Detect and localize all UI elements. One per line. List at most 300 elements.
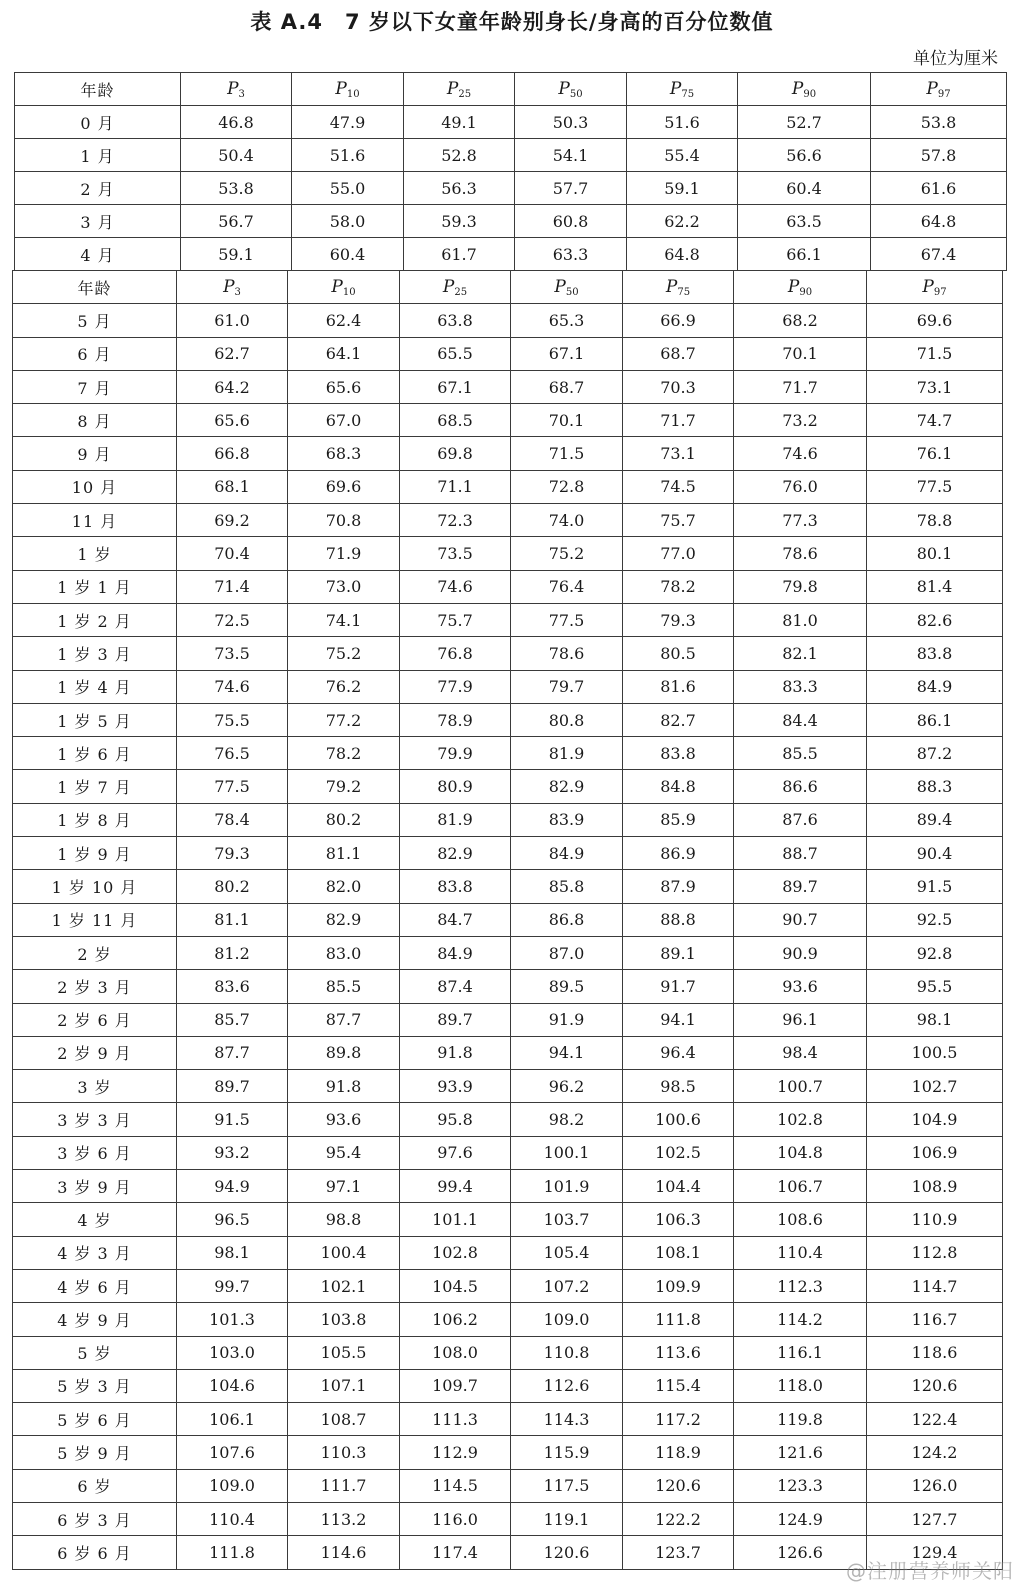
- value-cell: 74.6: [177, 670, 288, 703]
- value-cell: 112.9: [400, 1436, 511, 1469]
- age-cell: 1 岁 9 月: [13, 837, 177, 870]
- value-cell: 78.6: [734, 537, 867, 570]
- header-percentile: [292, 73, 404, 106]
- value-cell: 81.2: [177, 936, 288, 969]
- value-cell: 91.9: [511, 1003, 623, 1036]
- value-cell: 102.5: [623, 1136, 734, 1169]
- value-cell: 74.0: [511, 504, 623, 537]
- value-cell: 129.4: [867, 1536, 1003, 1569]
- value-cell: 59.3: [404, 205, 515, 238]
- value-cell: 103.8: [288, 1303, 400, 1336]
- value-cell: 111.8: [177, 1536, 288, 1569]
- table-row: [13, 1036, 1003, 1069]
- value-cell: 97.1: [288, 1170, 400, 1203]
- table-row: [13, 1203, 1003, 1236]
- age-cell: 1 月: [15, 139, 181, 172]
- value-cell: 103.0: [177, 1336, 288, 1369]
- value-cell: 90.7: [734, 903, 867, 936]
- value-cell: 49.1: [404, 106, 515, 139]
- value-cell: 75.2: [288, 637, 400, 670]
- value-cell: 104.8: [734, 1136, 867, 1169]
- value-cell: 63.5: [738, 205, 871, 238]
- table-row: [15, 238, 1007, 271]
- age-cell: 3 月: [15, 205, 181, 238]
- value-cell: 101.1: [400, 1203, 511, 1236]
- value-cell: 81.6: [623, 670, 734, 703]
- value-cell: 85.8: [511, 870, 623, 903]
- table-row: [13, 803, 1003, 836]
- value-cell: 89.1: [623, 936, 734, 969]
- value-cell: 84.4: [734, 703, 867, 736]
- value-cell: 71.7: [734, 370, 867, 403]
- value-cell: 83.8: [623, 737, 734, 770]
- value-cell: 110.3: [288, 1436, 400, 1469]
- value-cell: 86.1: [867, 703, 1003, 736]
- table-row: [13, 637, 1003, 670]
- value-cell: 65.6: [177, 404, 288, 437]
- percentile-letter: P: [791, 78, 804, 99]
- table-row: [13, 1469, 1003, 1502]
- value-cell: 69.2: [177, 504, 288, 537]
- age-cell: 1 岁 10 月: [13, 870, 177, 903]
- value-cell: 71.1: [400, 470, 511, 503]
- value-cell: 112.6: [511, 1369, 623, 1402]
- value-cell: 63.8: [400, 304, 511, 337]
- age-cell: 1 岁 6 月: [13, 737, 177, 770]
- table-row: [13, 1236, 1003, 1269]
- header-percentile: [400, 271, 511, 304]
- value-cell: 122.2: [623, 1502, 734, 1535]
- table-row: [13, 1403, 1003, 1436]
- value-cell: 109.0: [511, 1303, 623, 1336]
- value-cell: 100.7: [734, 1070, 867, 1103]
- value-cell: 111.8: [623, 1303, 734, 1336]
- value-cell: 87.6: [734, 803, 867, 836]
- percentile-subscript: 25: [458, 88, 472, 100]
- value-cell: 87.9: [623, 870, 734, 903]
- header-percentile: [515, 73, 627, 106]
- value-cell: 109.9: [623, 1269, 734, 1302]
- value-cell: 79.7: [511, 670, 623, 703]
- value-cell: 116.7: [867, 1303, 1003, 1336]
- value-cell: 117.4: [400, 1536, 511, 1569]
- value-cell: 85.7: [177, 1003, 288, 1036]
- value-cell: 100.5: [867, 1036, 1003, 1069]
- value-cell: 57.8: [871, 139, 1007, 172]
- value-cell: 104.9: [867, 1103, 1003, 1136]
- value-cell: 67.1: [511, 337, 623, 370]
- value-cell: 127.7: [867, 1502, 1003, 1535]
- value-cell: 81.4: [867, 570, 1003, 603]
- value-cell: 79.3: [177, 837, 288, 870]
- age-cell: 2 岁: [13, 936, 177, 969]
- value-cell: 113.6: [623, 1336, 734, 1369]
- value-cell: 104.5: [400, 1269, 511, 1302]
- value-cell: 83.0: [288, 936, 400, 969]
- table-row: [13, 1070, 1003, 1103]
- value-cell: 77.3: [734, 504, 867, 537]
- value-cell: 83.8: [867, 637, 1003, 670]
- table-body: [13, 304, 1003, 1569]
- value-cell: 76.0: [734, 470, 867, 503]
- header-age: 年龄: [13, 271, 177, 304]
- percentile-subscript: 50: [565, 286, 579, 298]
- percentile-subscript: 97: [933, 286, 947, 298]
- value-cell: 88.7: [734, 837, 867, 870]
- value-cell: 70.4: [177, 537, 288, 570]
- value-cell: 82.6: [867, 603, 1003, 636]
- value-cell: 105.5: [288, 1336, 400, 1369]
- table-row: [13, 1336, 1003, 1369]
- value-cell: 84.9: [867, 670, 1003, 703]
- percentile-subscript: 75: [677, 286, 691, 298]
- value-cell: 84.9: [511, 837, 623, 870]
- percentile-letter: P: [926, 78, 938, 99]
- value-cell: 89.7: [177, 1070, 288, 1103]
- value-cell: 79.2: [288, 770, 400, 803]
- value-cell: 78.9: [400, 703, 511, 736]
- value-cell: 77.2: [288, 703, 400, 736]
- age-cell: 1 岁 4 月: [13, 670, 177, 703]
- percentile-subscript: 10: [342, 286, 356, 298]
- value-cell: 96.5: [177, 1203, 288, 1236]
- value-cell: 87.7: [288, 1003, 400, 1036]
- value-cell: 100.6: [623, 1103, 734, 1136]
- value-cell: 71.5: [511, 437, 623, 470]
- value-cell: 59.1: [181, 238, 292, 271]
- percentile-letter: P: [558, 78, 570, 99]
- value-cell: 80.2: [288, 803, 400, 836]
- value-cell: 78.2: [288, 737, 400, 770]
- table-row: [13, 470, 1003, 503]
- value-cell: 84.9: [400, 936, 511, 969]
- value-cell: 83.8: [400, 870, 511, 903]
- page-title: 表 A.4 7 岁以下女童年龄别身长/身高的百分位数值: [250, 10, 774, 34]
- table-row: [13, 970, 1003, 1003]
- value-cell: 71.7: [623, 404, 734, 437]
- value-cell: 70.1: [511, 404, 623, 437]
- age-cell: 1 岁 5 月: [13, 703, 177, 736]
- value-cell: 61.7: [404, 238, 515, 271]
- value-cell: 59.1: [627, 172, 738, 205]
- value-cell: 89.7: [400, 1003, 511, 1036]
- value-cell: 91.5: [177, 1103, 288, 1136]
- watermark: @注册营养师关阳: [846, 1559, 1014, 1583]
- value-cell: 95.8: [400, 1103, 511, 1136]
- value-cell: 66.1: [738, 238, 871, 271]
- value-cell: 114.7: [867, 1269, 1003, 1302]
- value-cell: 93.6: [734, 970, 867, 1003]
- value-cell: 109.0: [177, 1469, 288, 1502]
- value-cell: 106.2: [400, 1303, 511, 1336]
- value-cell: 60.4: [738, 172, 871, 205]
- value-cell: 107.1: [288, 1369, 400, 1402]
- age-cell: 1 岁 11 月: [13, 903, 177, 936]
- age-cell: 7 月: [13, 370, 177, 403]
- value-cell: 73.0: [288, 570, 400, 603]
- value-cell: 102.7: [867, 1070, 1003, 1103]
- header-percentile: [623, 271, 734, 304]
- value-cell: 102.8: [734, 1103, 867, 1136]
- age-cell: 3 岁 6 月: [13, 1136, 177, 1169]
- value-cell: 83.3: [734, 670, 867, 703]
- value-cell: 106.9: [867, 1136, 1003, 1169]
- value-cell: 77.5: [867, 470, 1003, 503]
- header-percentile: [627, 73, 738, 106]
- value-cell: 108.6: [734, 1203, 867, 1236]
- value-cell: 78.4: [177, 803, 288, 836]
- value-cell: 77.9: [400, 670, 511, 703]
- value-cell: 86.8: [511, 903, 623, 936]
- age-cell: 4 月: [15, 238, 181, 271]
- value-cell: 68.1: [177, 470, 288, 503]
- age-cell: 4 岁: [13, 1203, 177, 1236]
- value-cell: 110.8: [511, 1336, 623, 1369]
- value-cell: 114.2: [734, 1303, 867, 1336]
- table-row: [13, 537, 1003, 570]
- header-row: [13, 271, 1003, 304]
- table-header: [13, 271, 1003, 304]
- value-cell: 55.0: [292, 172, 404, 205]
- value-cell: 53.8: [871, 106, 1007, 139]
- header-row: [15, 73, 1007, 106]
- value-cell: 108.7: [288, 1403, 400, 1436]
- value-cell: 111.7: [288, 1469, 400, 1502]
- age-cell: 1 岁 2 月: [13, 603, 177, 636]
- value-cell: 51.6: [292, 139, 404, 172]
- table-row: [13, 903, 1003, 936]
- table-row: [13, 703, 1003, 736]
- value-cell: 73.2: [734, 404, 867, 437]
- table-row: [13, 1003, 1003, 1036]
- value-cell: 80.1: [867, 537, 1003, 570]
- table-row: [13, 304, 1003, 337]
- value-cell: 126.0: [867, 1469, 1003, 1502]
- table-row: [13, 770, 1003, 803]
- percentile-subscript: 75: [681, 88, 695, 100]
- value-cell: 96.1: [734, 1003, 867, 1036]
- age-cell: 5 岁 9 月: [13, 1436, 177, 1469]
- value-cell: 61.0: [177, 304, 288, 337]
- age-cell: 2 岁 9 月: [13, 1036, 177, 1069]
- age-cell: 10 月: [13, 470, 177, 503]
- percentile-letter: P: [554, 276, 566, 297]
- value-cell: 62.7: [177, 337, 288, 370]
- value-cell: 94.1: [511, 1036, 623, 1069]
- table-row: [13, 737, 1003, 770]
- table-row: [13, 1303, 1003, 1336]
- age-cell: 0 月: [15, 106, 181, 139]
- value-cell: 67.1: [400, 370, 511, 403]
- value-cell: 82.9: [288, 903, 400, 936]
- value-cell: 73.5: [177, 637, 288, 670]
- percentile-subscript: 3: [238, 88, 245, 100]
- value-cell: 76.1: [867, 437, 1003, 470]
- value-cell: 91.7: [623, 970, 734, 1003]
- age-cell: 3 岁 9 月: [13, 1170, 177, 1203]
- value-cell: 81.1: [177, 903, 288, 936]
- value-cell: 78.2: [623, 570, 734, 603]
- value-cell: 108.9: [867, 1170, 1003, 1203]
- value-cell: 74.6: [734, 437, 867, 470]
- value-cell: 118.9: [623, 1436, 734, 1469]
- value-cell: 99.7: [177, 1269, 288, 1302]
- value-cell: 122.4: [867, 1403, 1003, 1436]
- value-cell: 107.6: [177, 1436, 288, 1469]
- value-cell: 78.8: [867, 504, 1003, 537]
- value-cell: 73.1: [623, 437, 734, 470]
- value-cell: 73.1: [867, 370, 1003, 403]
- value-cell: 80.9: [400, 770, 511, 803]
- value-cell: 71.5: [867, 337, 1003, 370]
- percentile-subscript: 10: [346, 88, 360, 100]
- table-row: [13, 1502, 1003, 1535]
- table-header: [15, 73, 1007, 106]
- value-cell: 97.6: [400, 1136, 511, 1169]
- value-cell: 91.5: [867, 870, 1003, 903]
- value-cell: 124.9: [734, 1502, 867, 1535]
- value-cell: 74.1: [288, 603, 400, 636]
- age-cell: 1 岁 3 月: [13, 637, 177, 670]
- value-cell: 57.7: [515, 172, 627, 205]
- value-cell: 61.6: [871, 172, 1007, 205]
- value-cell: 110.4: [177, 1502, 288, 1535]
- table-row: [13, 1369, 1003, 1402]
- value-cell: 93.9: [400, 1070, 511, 1103]
- value-cell: 109.7: [400, 1369, 511, 1402]
- value-cell: 76.2: [288, 670, 400, 703]
- percentile-letter: P: [922, 276, 934, 297]
- value-cell: 86.9: [623, 837, 734, 870]
- age-cell: 2 岁 6 月: [13, 1003, 177, 1036]
- value-cell: 124.2: [867, 1436, 1003, 1469]
- value-cell: 69.8: [400, 437, 511, 470]
- value-cell: 71.4: [177, 570, 288, 603]
- table-main: [12, 270, 1003, 1570]
- value-cell: 69.6: [288, 470, 400, 503]
- value-cell: 112.3: [734, 1269, 867, 1302]
- table-row: [15, 139, 1007, 172]
- value-cell: 120.6: [511, 1536, 623, 1569]
- value-cell: 55.4: [627, 139, 738, 172]
- percentile-subscript: 90: [799, 286, 813, 298]
- table-row: [13, 404, 1003, 437]
- value-cell: 64.8: [627, 238, 738, 271]
- value-cell: 65.5: [400, 337, 511, 370]
- value-cell: 98.2: [511, 1103, 623, 1136]
- value-cell: 74.7: [867, 404, 1003, 437]
- value-cell: 67.0: [288, 404, 400, 437]
- value-cell: 112.8: [867, 1236, 1003, 1269]
- table-row: [13, 504, 1003, 537]
- value-cell: 87.2: [867, 737, 1003, 770]
- age-cell: 6 月: [13, 337, 177, 370]
- value-cell: 118.0: [734, 1369, 867, 1402]
- value-cell: 100.1: [511, 1136, 623, 1169]
- age-cell: 3 岁: [13, 1070, 177, 1103]
- value-cell: 94.9: [177, 1170, 288, 1203]
- value-cell: 87.4: [400, 970, 511, 1003]
- value-cell: 90.9: [734, 936, 867, 969]
- value-cell: 77.5: [177, 770, 288, 803]
- value-cell: 64.2: [177, 370, 288, 403]
- value-cell: 95.4: [288, 1136, 400, 1169]
- value-cell: 92.8: [867, 936, 1003, 969]
- value-cell: 52.8: [404, 139, 515, 172]
- value-cell: 115.9: [511, 1436, 623, 1469]
- value-cell: 70.8: [288, 504, 400, 537]
- value-cell: 101.9: [511, 1170, 623, 1203]
- value-cell: 82.9: [400, 837, 511, 870]
- value-cell: 67.4: [871, 238, 1007, 271]
- percentile-subscript: 90: [803, 88, 817, 100]
- value-cell: 51.6: [627, 106, 738, 139]
- value-cell: 63.3: [515, 238, 627, 271]
- value-cell: 123.3: [734, 1469, 867, 1502]
- value-cell: 120.6: [623, 1469, 734, 1502]
- value-cell: 86.6: [734, 770, 867, 803]
- value-cell: 56.6: [738, 139, 871, 172]
- age-cell: 8 月: [13, 404, 177, 437]
- value-cell: 82.7: [623, 703, 734, 736]
- value-cell: 64.1: [288, 337, 400, 370]
- age-cell: 2 岁 3 月: [13, 970, 177, 1003]
- value-cell: 68.7: [511, 370, 623, 403]
- age-cell: 4 岁 9 月: [13, 1303, 177, 1336]
- value-cell: 50.4: [181, 139, 292, 172]
- table-row: [13, 870, 1003, 903]
- value-cell: 106.1: [177, 1403, 288, 1436]
- value-cell: 106.3: [623, 1203, 734, 1236]
- value-cell: 62.4: [288, 304, 400, 337]
- value-cell: 68.3: [288, 437, 400, 470]
- age-cell: 5 岁 6 月: [13, 1403, 177, 1436]
- percentile-subscript: 25: [454, 286, 468, 298]
- value-cell: 113.2: [288, 1502, 400, 1535]
- value-cell: 68.7: [623, 337, 734, 370]
- value-cell: 119.1: [511, 1502, 623, 1535]
- value-cell: 82.0: [288, 870, 400, 903]
- value-cell: 79.8: [734, 570, 867, 603]
- value-cell: 108.1: [623, 1236, 734, 1269]
- value-cell: 70.3: [623, 370, 734, 403]
- value-cell: 114.6: [288, 1536, 400, 1569]
- value-cell: 93.6: [288, 1103, 400, 1136]
- value-cell: 89.8: [288, 1036, 400, 1069]
- table-row: [13, 1269, 1003, 1302]
- value-cell: 82.1: [734, 637, 867, 670]
- value-cell: 75.7: [400, 603, 511, 636]
- value-cell: 75.2: [511, 537, 623, 570]
- percentile-letter: P: [335, 78, 347, 99]
- percentile-letter: P: [669, 78, 682, 99]
- age-cell: 6 岁: [13, 1469, 177, 1502]
- value-cell: 76.5: [177, 737, 288, 770]
- value-cell: 69.6: [867, 304, 1003, 337]
- header-age: 年龄: [15, 73, 181, 106]
- value-cell: 104.4: [623, 1170, 734, 1203]
- table-row: [13, 1170, 1003, 1203]
- value-cell: 77.5: [511, 603, 623, 636]
- value-cell: 71.9: [288, 537, 400, 570]
- value-cell: 68.5: [400, 404, 511, 437]
- value-cell: 116.0: [400, 1502, 511, 1535]
- percentile-letter: P: [331, 276, 343, 297]
- value-cell: 81.9: [400, 803, 511, 836]
- percentile-letter: P: [442, 276, 455, 297]
- percentile-letter: P: [665, 276, 678, 297]
- value-cell: 83.6: [177, 970, 288, 1003]
